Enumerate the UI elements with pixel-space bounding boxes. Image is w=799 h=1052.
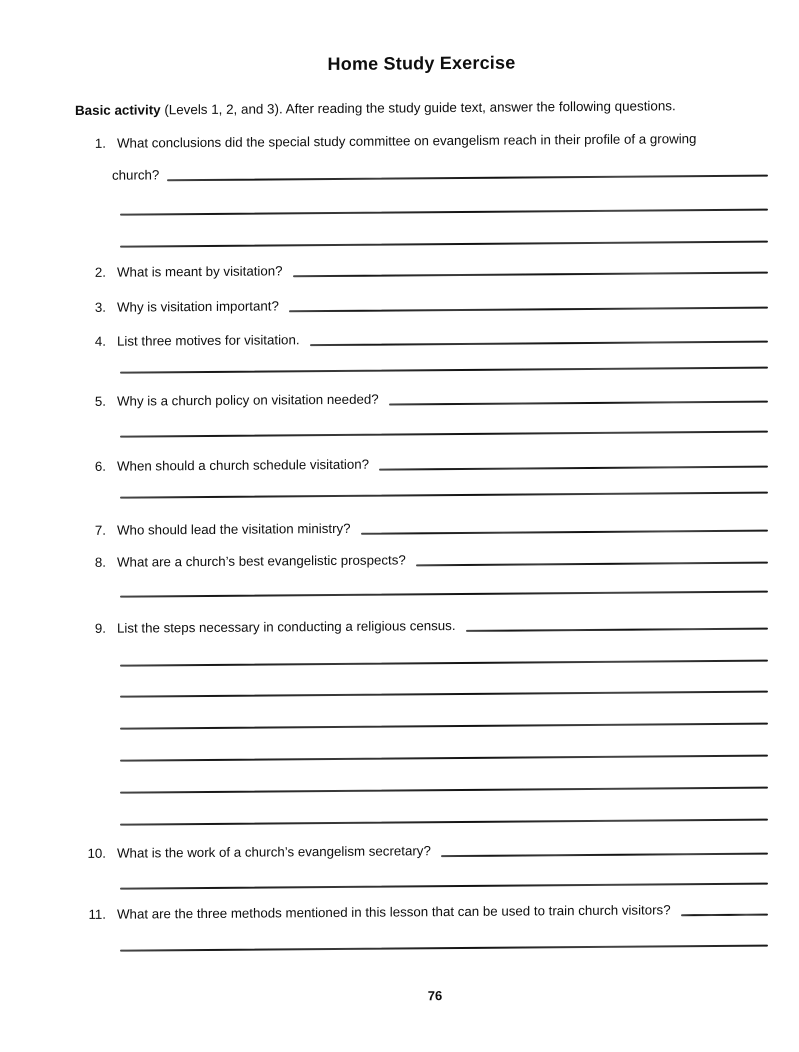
answer-line [120, 591, 768, 598]
question-text: When should a church schedule visitation? [117, 456, 370, 474]
answer-line [120, 945, 768, 952]
question-text: What is the work of a church’s evangelism secretary? [117, 843, 431, 861]
question-row-3 [75, 294, 768, 317]
answer-line [289, 307, 768, 313]
answer-line [681, 914, 768, 917]
question-row-4 [75, 328, 768, 351]
question-text: Why is a church policy on visitation needed? [117, 391, 379, 409]
answer-line [379, 466, 768, 471]
question-row-9 [75, 615, 768, 638]
question-number: 11. [88, 906, 106, 922]
question-text-continued: church? [112, 167, 160, 183]
intro-bold-label: Basic activity [75, 102, 161, 118]
answer-line [120, 492, 768, 499]
answer-line [310, 341, 768, 347]
question-text: List the steps necessary in conducting a religious census. [117, 618, 456, 636]
page-number: 76 [427, 988, 443, 1004]
page-title: Home Study Exercise [327, 52, 516, 75]
question-number: 3. [94, 299, 106, 315]
answer-line [441, 853, 768, 858]
question-text: What conclusions did the special study committee on evangelism reach in their profile of a growing [117, 131, 697, 151]
answer-line [120, 787, 768, 794]
answer-line [120, 723, 768, 730]
question-row-1 [75, 130, 768, 153]
answer-line [120, 367, 768, 374]
answer-line [120, 819, 768, 826]
question-number: 5. [94, 393, 106, 409]
question-row-8 [75, 549, 768, 572]
question-number: 7. [94, 522, 106, 538]
question-text: What are a church’s best evangelistic prospects? [117, 552, 406, 570]
question-text: Why is visitation important? [117, 298, 279, 315]
intro-instructions: (Levels 1, 2, and 3). After reading the study guide text, answer the following questions. [160, 98, 676, 118]
answer-line [293, 272, 768, 278]
answer-line [389, 401, 768, 406]
question-number: 10. [87, 845, 106, 861]
question-number: 8. [94, 554, 106, 570]
answer-line [120, 755, 768, 762]
answer-line [120, 883, 768, 890]
question-number: 2. [94, 264, 106, 280]
worksheet [75, 0, 768, 1052]
question-number: 1. [94, 135, 106, 151]
question-number: 4. [94, 333, 106, 349]
question-row-5 [75, 388, 768, 411]
answer-line [167, 175, 768, 182]
intro-text [75, 97, 676, 120]
question-row-6 [75, 453, 768, 476]
answer-line [120, 241, 768, 248]
answer-line [466, 628, 768, 632]
answer-line [416, 562, 768, 567]
answer-line [120, 431, 768, 438]
question-text: List three motives for visitation. [117, 332, 300, 349]
question-row-7 [75, 517, 768, 540]
question-row-11 [75, 901, 768, 924]
question-text: What are the three methods mentioned in this lesson that can be used to train church visitors? [117, 902, 671, 922]
answer-line [361, 530, 768, 535]
question-row-2 [75, 259, 768, 282]
answer-line [120, 209, 768, 216]
question-row-1-continued [75, 162, 768, 185]
question-row-10 [75, 840, 768, 863]
answer-line [120, 691, 768, 698]
answer-line [120, 660, 768, 667]
question-text: Who should lead the visitation ministry? [117, 520, 351, 538]
question-text: What is meant by visitation? [117, 263, 283, 280]
question-number: 9. [94, 620, 106, 636]
question-number: 6. [94, 458, 106, 474]
